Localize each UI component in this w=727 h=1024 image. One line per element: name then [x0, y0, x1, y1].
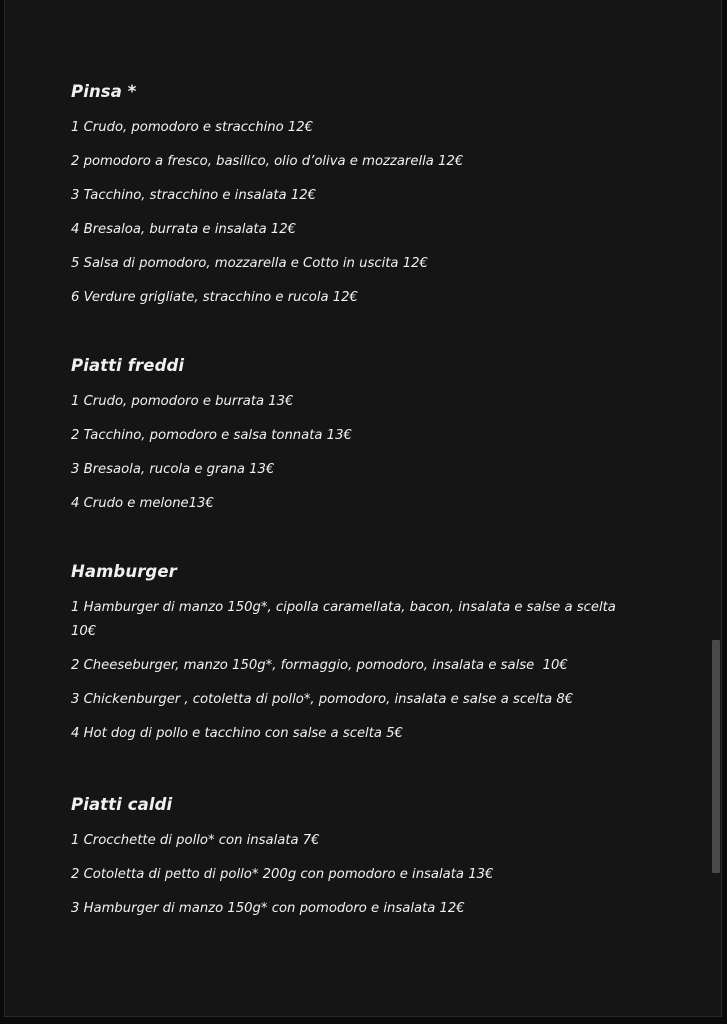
section-hamburger — [71, 560, 631, 746]
menu-item: 3 Tacchino, stracchino e insalata 12€ — [71, 188, 316, 203]
menu-item: 2 Tacchino, pomodoro e salsa tonnata 13€ — [71, 428, 352, 443]
menu-item: 1 Crocchette di pollo* con insalata 7€ — [71, 833, 320, 848]
menu-item: 5 Salsa di pomodoro, mozzarella e Cotto in uscita 12€ — [71, 256, 428, 271]
menu-item: 4 Hot dog di pollo e tacchino con salse a scelta 5€ — [71, 726, 403, 741]
menu-item: 1 Crudo, pomodoro e burrata 13€ — [71, 394, 294, 409]
menu-item: 3 Hamburger di manzo 150g* con pomodoro e insalata 12€ — [71, 901, 465, 916]
menu-item: 4 Bresaloa, burrata e insalata 12€ — [71, 222, 297, 237]
menu-item: 2 pomodoro a fresco, basilico, olio d’oliva e mozzarella 12€ — [71, 154, 464, 169]
menu-item: 2 Cheeseburger, manzo 150g*, formaggio, pomodoro, insalata e salse 10€ — [71, 658, 568, 673]
menu-item: 1 Hamburger di manzo 150g*, cipolla caramellata, bacon, insalata e salse a scelta 10€ — [71, 600, 621, 639]
section-piatti-caldi — [71, 793, 493, 921]
menu-item: 3 Chickenburger , cotoletta di pollo*, pomodoro, insalata e salse a scelta 8€ — [71, 692, 574, 707]
menu-item: 1 Crudo, pomodoro e stracchino 12€ — [71, 120, 314, 135]
menu-item: 3 Bresaola, rucola e grana 13€ — [71, 462, 275, 477]
scrollbar-thumb[interactable] — [712, 640, 720, 873]
section-title: Piatti caldi — [71, 795, 173, 814]
menu-item: 2 Cotoletta di petto di pollo* 200g con pomodoro e insalata 13€ — [71, 867, 494, 882]
section-title: Piatti freddi — [71, 356, 185, 375]
section-title: Hamburger — [71, 562, 177, 581]
menu-item: 6 Verdure grigliate, stracchino e rucola 12€ — [71, 290, 358, 305]
menu-item: 4 Crudo e melone13€ — [71, 496, 214, 511]
section-pinsa — [71, 80, 463, 310]
section-title: Pinsa * — [71, 82, 137, 101]
section-piatti-freddi — [71, 354, 352, 516]
